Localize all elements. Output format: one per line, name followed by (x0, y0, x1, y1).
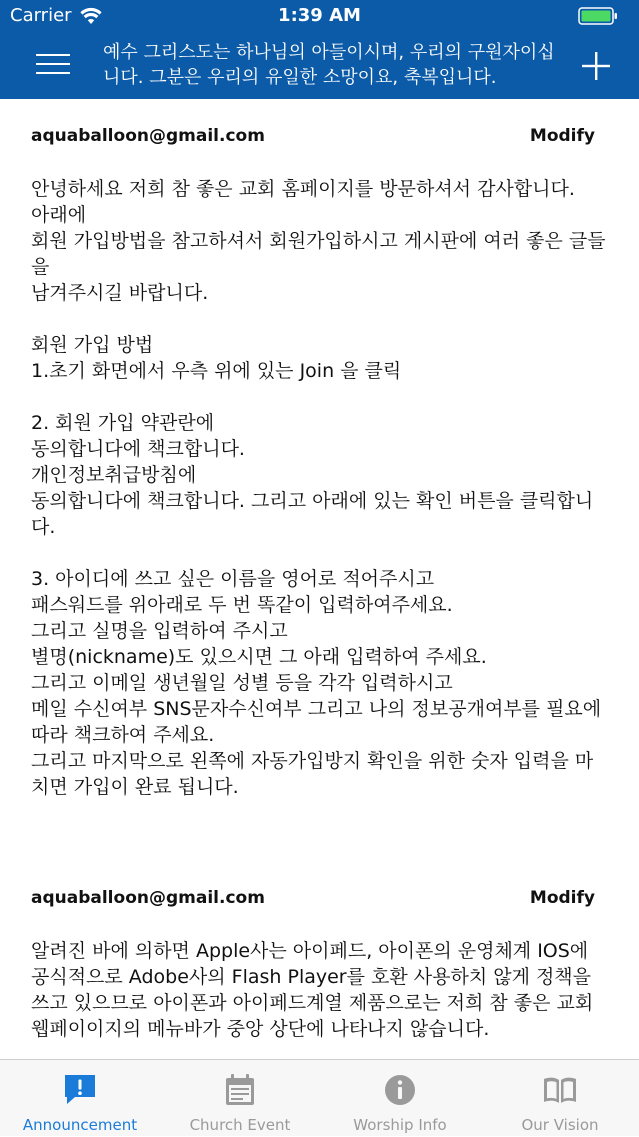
announcement-list[interactable] (0, 99, 639, 1059)
tab-bar (0, 1059, 639, 1136)
tab-church-event[interactable] (160, 1060, 320, 1137)
calendar-icon (222, 1072, 258, 1108)
post-body: 알려진 바에 의하면 Apple사는 아이페드, 아이폰의 운영체계 IOS에 공식적으로 Adobe사의 Flash Player를 호환 사용하치 않게 정책을 쓰고 있으므로 아이폰과 아이페드계열 제품으로는 저희 참 좋은 교회 웹페이이지의 메뉴바가 중앙 상단에 나타나지 않습니다. (31, 940, 600, 1040)
tab-our-vision[interactable] (480, 1060, 639, 1137)
modify-button[interactable]: Modify (529, 126, 595, 146)
app-header (0, 0, 639, 99)
tab-announcement[interactable] (0, 1060, 160, 1137)
tab-worship-info[interactable] (320, 1060, 480, 1137)
post-author-email: aquaballoon@gmail.com (31, 126, 265, 146)
info-icon (382, 1072, 418, 1108)
plus-icon[interactable] (576, 46, 616, 86)
announcement-icon (62, 1072, 98, 1108)
status-bar (0, 0, 639, 32)
tab-label: Church Event (189, 1116, 291, 1134)
tab-label: Announcement (22, 1116, 138, 1134)
post-body: 안녕하세요 저희 참 좋은 교회 홈페이지를 방문하셔서 감사합니다. 아래에 회원 가입방법을 참고하셔서 회원가입하시고 게시판에 여러 좋은 글들을 남겨주시길 바랍니다. 회원 가입 방법 1.초기 화면에서 우측 위에 있는 Join 을 클릭 2. 회원 가입 약관란에 동의합니다에 책크합니다. 개인정보취급방침에 동의합니다에 책크합니다. 그리고 아래에 있는 확인 버튼을 클릭합니다. 3. 아이디에 쓰고 싶은 이름을 영어로 적어주시고 패스워드를 위아래로 두 번 똑같이 입력하여주세요. 그리고 실명을 입력하여 주시고 별명(nickname)도 있으시면 그 아래 입력하여 주세요. 그리고 이메일 생년월일 성별 등을 각각 입력하시고 메일 수신여부 SNS문자수신여부 그리고 나의 정보공개여부를 필요에 따라 책크하여 주세요. 그리고 마지막으로 왼쪽에 자동가입방지 확인을 위한 숫자 입력을 마치면 가입이 완료 됩니다. (31, 178, 606, 798)
carrier-label: Carrier (10, 5, 72, 26)
status-time: 1:39 AM (278, 5, 361, 26)
menu-line (36, 63, 70, 65)
post-author-email: aquaballoon@gmail.com (31, 888, 265, 908)
battery-icon (578, 6, 618, 26)
tab-label: Worship Info (353, 1116, 447, 1134)
menu-line (36, 72, 70, 74)
hamburger-menu-icon[interactable] (30, 46, 74, 82)
modify-button[interactable]: Modify (529, 888, 595, 908)
post-header (31, 886, 595, 912)
post-header (31, 124, 595, 150)
menu-line (36, 54, 70, 56)
tab-label: Our Vision (521, 1116, 599, 1134)
book-icon (542, 1072, 578, 1108)
nav-bar (0, 32, 639, 99)
nav-title: 예수 그리스도는 하나님의 아들이시며, 우리의 구원자이십니다. 그분은 우리의 유일한 소망이요, 축복입니다. (103, 42, 555, 88)
